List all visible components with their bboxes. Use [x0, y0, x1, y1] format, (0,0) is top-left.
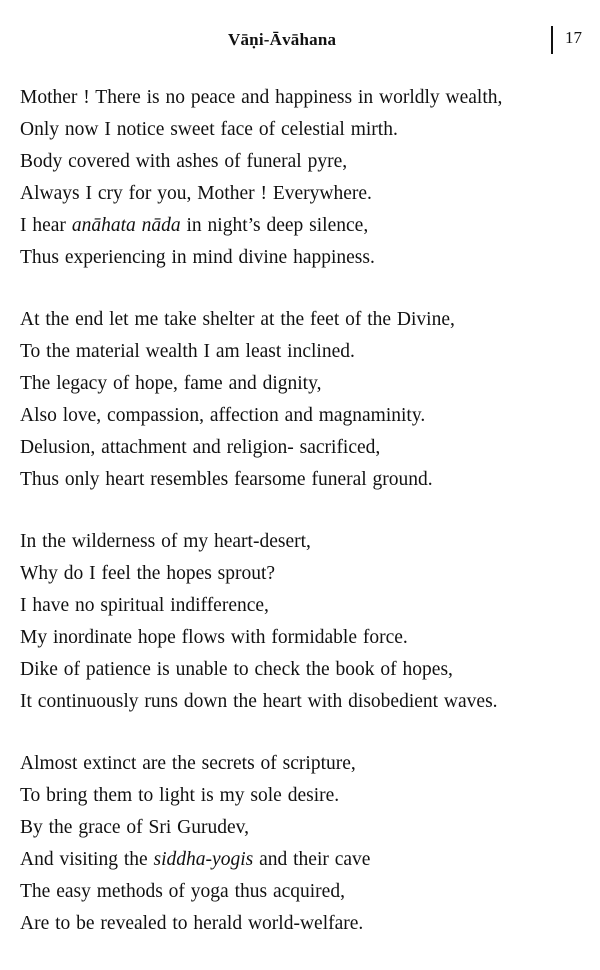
- header-rule: [551, 26, 553, 54]
- poem-line: To the material wealth I am least inclined.: [20, 341, 355, 362]
- line-text: And visiting the: [20, 849, 154, 870]
- poem-line: Delusion, attachment and religion- sacrificed,: [20, 437, 381, 458]
- poem-line: At the end let me take shelter at the feet of the Divine,: [20, 309, 455, 330]
- running-title: Vāṇi-Āvāhana: [228, 30, 337, 49]
- poem-line: Why do I feel the hopes sprout?: [20, 563, 276, 584]
- poem-line: [20, 844, 592, 876]
- poem-line: My inordinate hope flows with formidable force.: [20, 627, 408, 648]
- poem-line: It continuously runs down the heart with disobedient waves.: [20, 691, 498, 712]
- poem-line: I have no spiritual indifference,: [20, 595, 269, 616]
- poem-line: Are to be revealed to herald world-welfare.: [20, 913, 364, 934]
- poem-line: The easy methods of yoga thus acquired,: [20, 881, 345, 902]
- poem-line: Thus only heart resembles fearsome funeral ground.: [20, 469, 433, 490]
- poem-line: Almost extinct are the secrets of scripture,: [20, 753, 356, 774]
- running-header: [0, 26, 600, 56]
- poem-line: Also love, compassion, affection and magnaminity.: [20, 405, 426, 426]
- page-number: 17: [565, 28, 582, 47]
- line-text: in night’s deep silence,: [180, 215, 369, 236]
- poem-line: The legacy of hope, fame and dignity,: [20, 373, 322, 394]
- line-text: and their cave: [253, 849, 371, 870]
- poem-line: Thus experiencing in mind divine happiness.: [20, 247, 375, 268]
- italic-term: anāhata nāda: [71, 215, 181, 236]
- poem-line: Dike of patience is unable to check the book of hopes,: [20, 659, 453, 680]
- stanza: [20, 748, 592, 940]
- stanza: [20, 304, 592, 496]
- poem-line: By the grace of Sri Gurudev,: [20, 817, 250, 838]
- italic-term: siddha-yogis: [153, 849, 254, 870]
- poem-line: Mother ! There is no peace and happiness in worldly wealth,: [20, 87, 503, 108]
- poem-line: Only now I notice sweet face of celestial mirth.: [20, 119, 398, 140]
- stanza: [20, 526, 592, 718]
- poem-line: Always I cry for you, Mother ! Everywhere.: [20, 183, 372, 204]
- poem-line: Body covered with ashes of funeral pyre,: [20, 151, 348, 172]
- poem-body: [20, 82, 592, 970]
- line-text: I hear: [20, 215, 72, 236]
- poem-line: To bring them to light is my sole desire.: [20, 785, 340, 806]
- stanza: [20, 82, 592, 274]
- poem-line: [20, 210, 592, 242]
- poem-line: In the wilderness of my heart-desert,: [20, 531, 311, 552]
